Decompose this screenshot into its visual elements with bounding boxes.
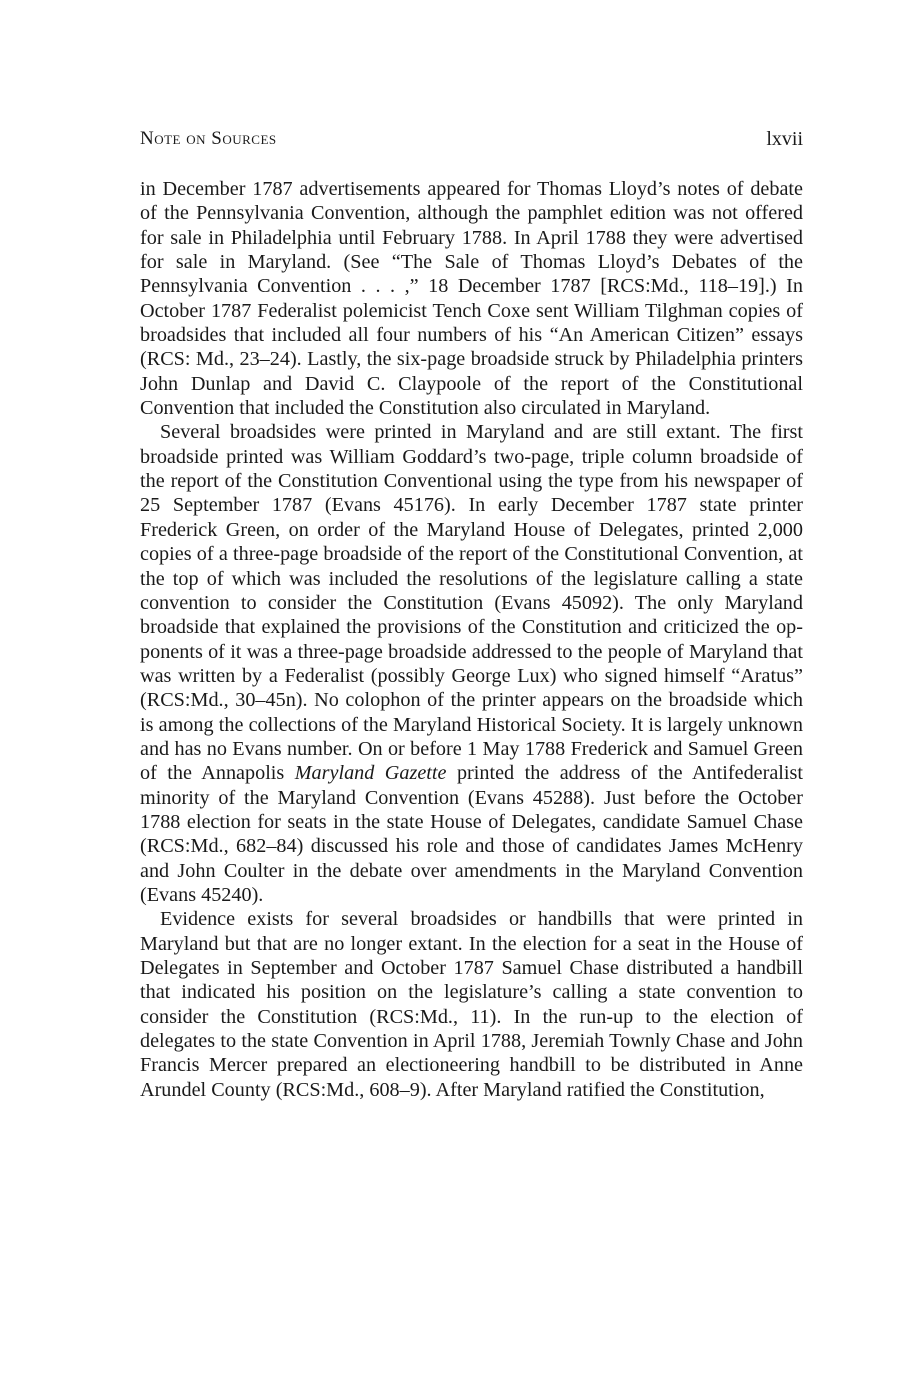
paragraph-continued: in December 1787 advertisements appeared for Thomas Lloyd’s notes of debate of the Pennsylvania Convention, although the pamphlet edition was not offered for sale in Philadelphia until February 1788. In April 1788 they were advertised for sale in Maryland. (See “The Sale of Thomas Lloyd’s Debates of the Pennsylvania Convention . . . ,” 18 December 1787 [RCS:Md., 118–19].) In October 1787 Federalist polemicist Tench Coxe sent William Tilghman copies of broadsides that included all four numbers of his “An American Citizen” essays (RCS: Md., 23–24). Lastly, the six-page broadside struck by Philadelphia printers John Dunlap and David C. Claypoole of the report of the Constitutional Convention that included the Constitution also circulated in Maryland. [140, 178, 803, 420]
paragraph-lost-broadsides: Evidence exists for several broadsides or handbills that were printed in Maryland but that are no longer extant. In the election for a seat in the House of Delegates in September and October 1787 Samuel Chase distributed a handbill that indicated his position on the legislature’s calling a state convention to consider the Constitution (RCS:Md., 11). In the run-up to the election of delegates to the state Convention in April 1788, Jeremiah Townly Chase and John Francis Mercer prepared an electioneering handbill to be distributed in Anne Arundel County (RCS:Md., 608–9). After Maryland ratified the Constitution, [140, 908, 803, 1101]
section-title: Note on Sources [140, 128, 277, 149]
paragraph-text-part: Several broadsides were printed in Maryland and are still extant. The first broadside printed was William Goddard’s two-page, triple column broadside of the report of the Constitution Conventional using the type from his newspaper of 25 September 1787 (Evans 45176). In early December 1787 state printer Frederick Green, on order of the Maryland House of Delegates, printed 2,000 copies of a three-page broadside of the report of the Constitutional Convention, at the top of which was included the resolutions of the legislature calling a state convention to consider the Constitution (Evans 45092). The only Maryland broadside that explained the provisions of the Constitution and criticized the opponents of it was a three-page broadside addressed to the people of Maryland that was written by a Federalist (possibly George Lux) who signed himself “Aratus” (RCS:Md., 30–45n). No colophon of the printer appears on the broadside which is among the collections of the Maryland Historical Society. It is largely unknown and has no Evans number. On or before 1 May 1788 Frederick and Samuel Green of the Annapolis [140, 421, 803, 785]
paragraph-text-part: printed the address of the Antifederalist minority of the Maryland Convention (Evans 45288). Just before the October 1788 election for seats in the state House of Delegates, candidate Samuel Chase (RCS:Md., 682–84) discussed his role and those of candidates James McHenry and John Coulter in the debate over amendments in the Maryland Convention (Evans 45240). [140, 762, 803, 906]
running-head [140, 128, 803, 158]
newspaper-title: Maryland Gazette [294, 762, 447, 785]
page-number: lxvii [766, 128, 803, 150]
body-text [140, 177, 803, 1102]
paragraph-extant-broadsides [140, 420, 803, 907]
